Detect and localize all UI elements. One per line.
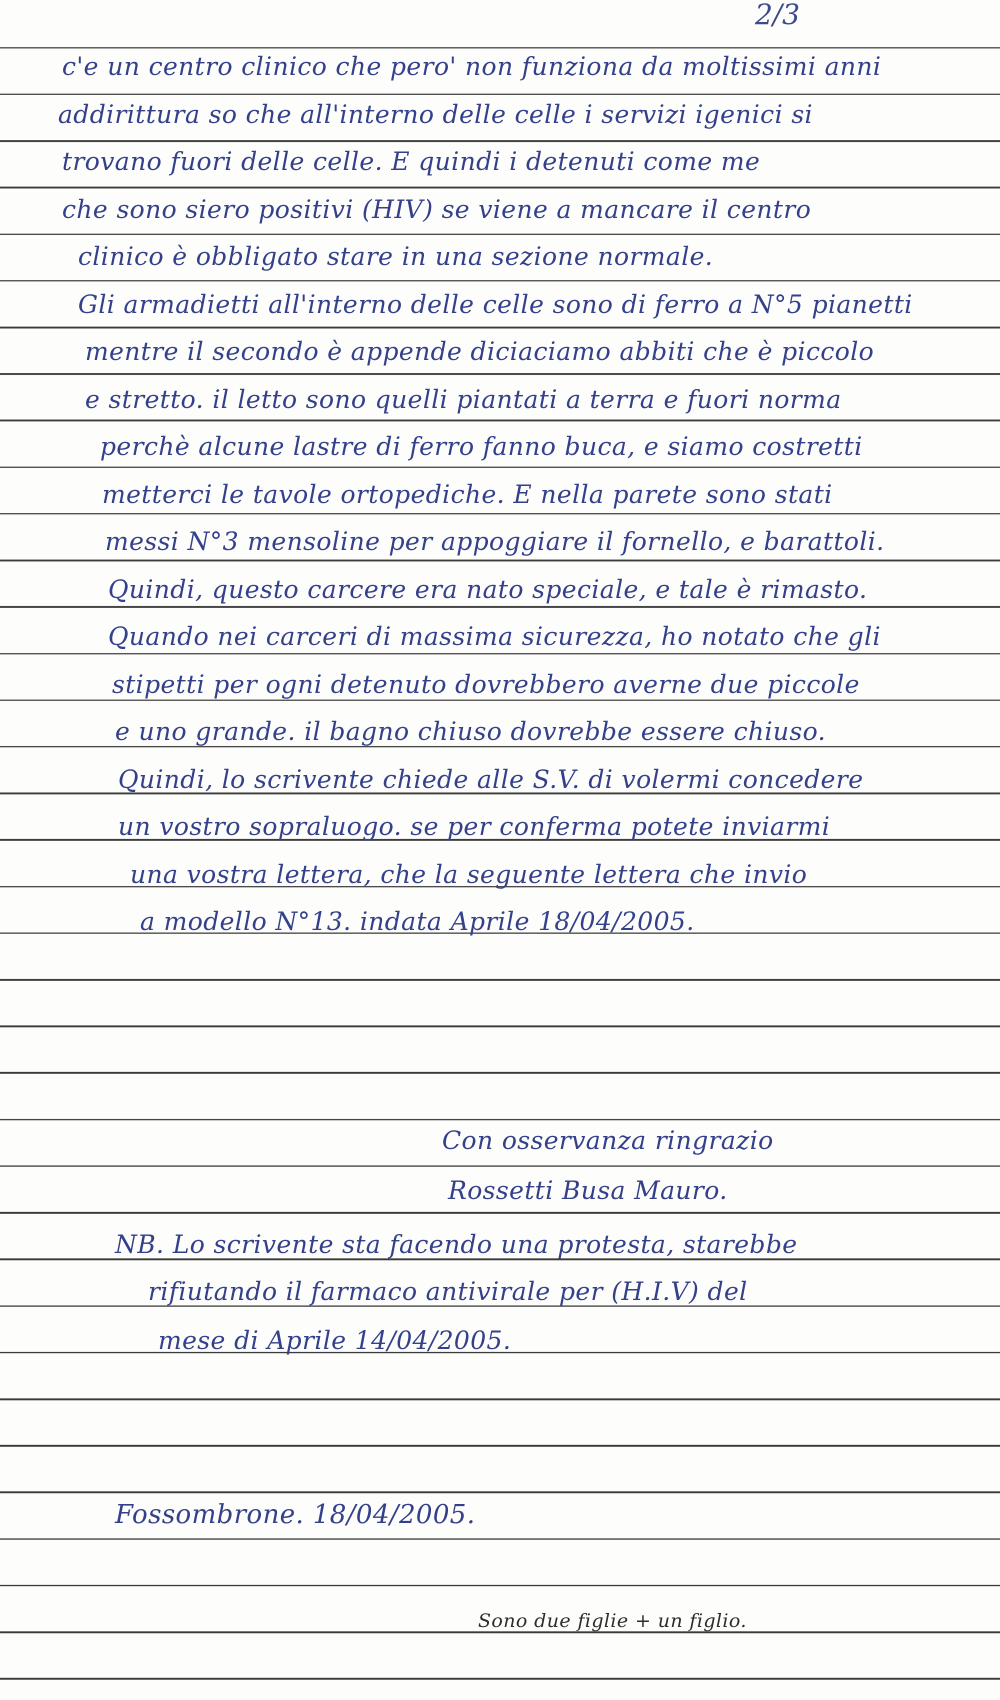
body-line: metterci le tavole ortopediche. E nella parete sono stati xyxy=(102,479,833,509)
footnote: Sono due figlie + un figlio. xyxy=(478,1610,747,1632)
place-date: Fossombrone. 18/04/2005. xyxy=(115,1500,476,1530)
body-line: clinico è obbligato stare in una sezione normale. xyxy=(78,242,714,271)
signature: Rossetti Busa Mauro. xyxy=(448,1176,728,1205)
closing-line: Con osservanza ringrazio xyxy=(442,1126,774,1155)
body-line: una vostra lettera, che la seguente lettera che invio xyxy=(130,859,808,889)
body-line: stipetti per ogni detenuto dovrebbero averne due piccole xyxy=(112,669,860,699)
body-line: che sono siero positivi (HIV) se viene a mancare il centro xyxy=(62,194,812,224)
body-line: mentre il secondo è appende diciaciamo abbiti che è piccolo xyxy=(85,337,875,366)
body-line: a modello N°13. indata Aprile 18/04/2005. xyxy=(140,907,695,936)
body-line: Gli armadietti all'interno delle celle sono di ferro a N°5 pianetti xyxy=(78,289,913,319)
body-line: messi N°3 mensoline per appoggiare il fornello, e barattoli. xyxy=(105,527,885,556)
body-line: e uno grande. il bagno chiuso dovrebbe essere chiuso. xyxy=(115,717,826,746)
body-line: trovano fuori delle celle. E quindi i detenuti come me xyxy=(62,147,761,176)
body-line: c'e un centro clinico che pero' non funziona da moltissimi anni xyxy=(62,52,882,81)
body-line: perchè alcune lastre di ferro fanno buca, e siamo costretti xyxy=(100,432,863,461)
body-line: Quando nei carceri di massima sicurezza, ho notato che gli xyxy=(108,622,881,651)
nb-line: rifiutando il farmaco antivirale per (H.I.V) del xyxy=(148,1277,748,1306)
nb-line: NB. Lo scrivente sta facendo una protesta, starebbe xyxy=(115,1230,798,1259)
body-line: un vostro sopraluogo. se per conferma potete inviarmi xyxy=(118,812,831,841)
page-number: 2/3 xyxy=(754,0,800,31)
body-line: Quindi, lo scrivente chiede alle S.V. di volermi concedere xyxy=(118,764,864,794)
body-line: addirittura so che all'interno delle celle i servizi igenici si xyxy=(58,99,813,129)
body-line: e stretto. il letto sono quelli piantati a terra e fuori norma xyxy=(85,384,842,414)
body-line: Quindi, questo carcere era nato speciale, e tale è rimasto. xyxy=(108,574,868,604)
nb-line: mese di Aprile 14/04/2005. xyxy=(158,1326,512,1355)
